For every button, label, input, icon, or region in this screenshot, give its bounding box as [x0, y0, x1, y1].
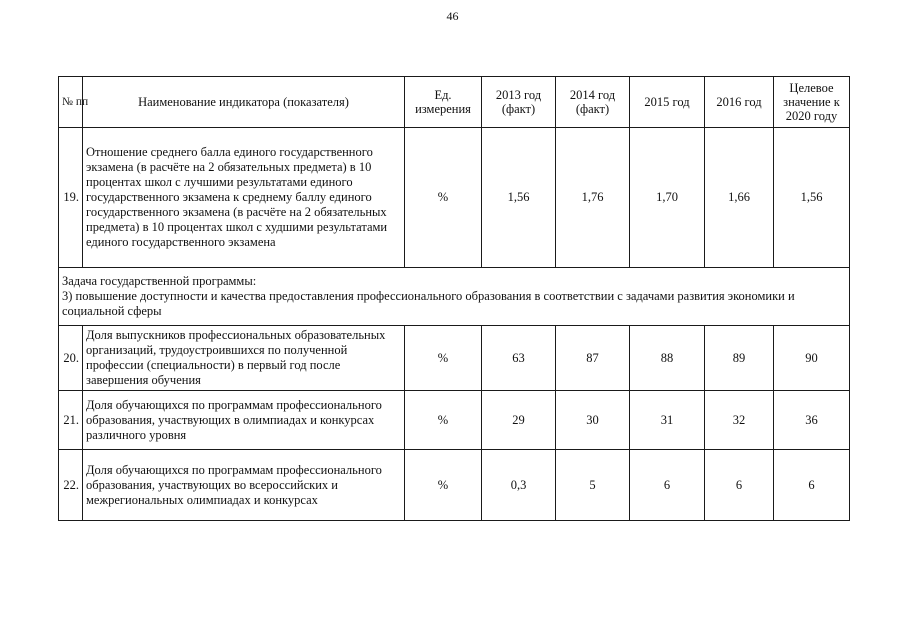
value-2013: 29: [482, 391, 556, 450]
value-2016: 32: [705, 391, 774, 450]
header-name: Наименование индикатора (показателя): [83, 77, 405, 128]
value-2013: 0,3: [482, 450, 556, 521]
value-target: 1,56: [774, 128, 850, 268]
header-2014: 2014 год (факт): [556, 77, 630, 128]
value-2015: 31: [630, 391, 705, 450]
value-2016: 6: [705, 450, 774, 521]
row-number: 19.: [59, 128, 83, 268]
table-row: [59, 326, 850, 391]
table-row: [59, 128, 850, 268]
task-title: Задача государственной программы:: [62, 274, 257, 288]
value-target: 36: [774, 391, 850, 450]
value-target: 6: [774, 450, 850, 521]
unit-cell: %: [405, 326, 482, 391]
row-number: 20.: [59, 326, 83, 391]
value-target: 90: [774, 326, 850, 391]
indicator-name: Отношение среднего балла единого государственного экзамена (в расчёте на 2 обязательных предмета) в 10 процентах школ с лучшими результатами единого государственного экзамена к среднему баллу единого государственного экзамена (в расчёте на 2 обязательных предмета) в 10 процентах школ с худшими результатами единого государственного экзамена: [83, 128, 405, 268]
value-2016: 89: [705, 326, 774, 391]
page-number: 46: [446, 9, 459, 23]
indicator-name: Доля обучающихся по программам профессионального образования, участвующих во всероссийских и межрегиональных олимпиадах и конкурсах: [83, 450, 405, 521]
row-number: 22.: [59, 450, 83, 521]
table-row: [59, 391, 850, 450]
header-num: № пп: [59, 77, 83, 128]
header-row: [59, 77, 850, 128]
row-number: 21.: [59, 391, 83, 450]
value-2015: 1,70: [630, 128, 705, 268]
value-2016: 1,66: [705, 128, 774, 268]
value-2014: 5: [556, 450, 630, 521]
header-target: Целевое значение к 2020 году: [774, 77, 850, 128]
task-text: 3) повышение доступности и качества предоставления профессионального образования в соответствии с задачами развития экономики и социальной сферы: [62, 289, 795, 318]
value-2014: 30: [556, 391, 630, 450]
value-2015: 6: [630, 450, 705, 521]
task-cell: [59, 268, 850, 326]
task-row: [59, 268, 850, 326]
indicator-name: Доля выпускников профессиональных образовательных организаций, трудоустроившихся по полученной профессии (специальности) в первый год после завершения обучения: [83, 326, 405, 391]
value-2014: 1,76: [556, 128, 630, 268]
header-unit: Ед. измерения: [405, 77, 482, 128]
header-2013: 2013 год (факт): [482, 77, 556, 128]
table-row: [59, 450, 850, 521]
value-2013: 63: [482, 326, 556, 391]
header-2016: 2016 год: [705, 77, 774, 128]
indicators-table: [58, 76, 850, 521]
value-2015: 88: [630, 326, 705, 391]
header-2015: 2015 год: [630, 77, 705, 128]
unit-cell: %: [405, 450, 482, 521]
value-2014: 87: [556, 326, 630, 391]
value-2013: 1,56: [482, 128, 556, 268]
indicator-name: Доля обучающихся по программам профессионального образования, участвующих в олимпиадах и конкурсах различного уровня: [83, 391, 405, 450]
unit-cell: %: [405, 391, 482, 450]
unit-cell: %: [405, 128, 482, 268]
